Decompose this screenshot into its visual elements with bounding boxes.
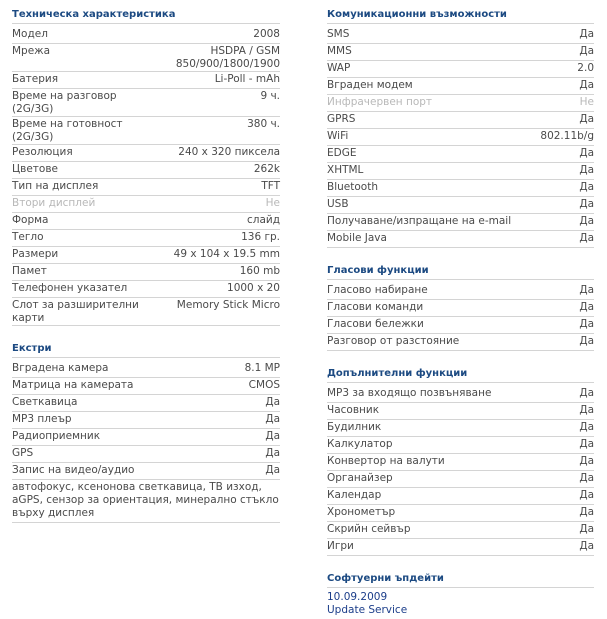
spec-value: Да [579, 301, 594, 313]
spec-value: 2.0 [577, 62, 594, 74]
spec-value: 136 гр. [241, 231, 280, 243]
spec-row [12, 213, 280, 230]
spec-row [327, 78, 594, 95]
spec-label: Тип на дисплея [12, 180, 99, 192]
spec-section [12, 6, 280, 326]
section-title: Гласови функции [327, 262, 594, 280]
spec-label: Календар [327, 489, 382, 501]
spec-row [327, 197, 594, 214]
spec-label: Време на готовност (2G/3G) [12, 118, 123, 143]
spec-row [327, 283, 594, 300]
spec-label: MP3 плеър [12, 413, 72, 425]
spec-row [327, 300, 594, 317]
spec-label: Светкавица [12, 396, 78, 408]
extras-note: автофокус, ксенонова светкавица, ТВ изход, aGPS, сензор за ориентация, минерално стъкло върху дисплея [12, 480, 280, 523]
section-title: Техническа характеристика [12, 6, 280, 24]
spec-label: Инфрачервен порт [327, 96, 433, 108]
spec-value: Да [579, 404, 594, 416]
spec-label: XHTML [327, 164, 364, 176]
spec-section [327, 262, 594, 351]
spec-section [327, 570, 594, 617]
spec-value: Да [579, 45, 594, 57]
spec-label: Матрица на камерата [12, 379, 134, 391]
spec-value: слайд [246, 214, 280, 226]
spec-value: Да [579, 79, 594, 91]
spec-row [12, 72, 280, 89]
spec-row [327, 437, 594, 454]
spec-value: 2008 [253, 28, 280, 40]
left-spec-column [12, 0, 280, 523]
spec-row [12, 145, 280, 162]
section-title: Екстри [12, 340, 280, 358]
spec-value: Да [265, 430, 280, 442]
spec-value: Да [579, 523, 594, 535]
spec-label: Размери [12, 248, 59, 260]
spec-row [327, 163, 594, 180]
spec-row [327, 129, 594, 146]
spec-value: Да [579, 387, 594, 399]
spec-row [327, 420, 594, 437]
spec-label: WAP [327, 62, 351, 74]
spec-label: USB [327, 198, 349, 210]
spec-label: WiFi [327, 130, 349, 142]
spec-value: 802.11b/g [540, 130, 594, 142]
spec-value: Да [579, 318, 594, 330]
spec-row [12, 463, 280, 480]
spec-value: HSDPA / GSM 850/900/1800/1900 [175, 45, 280, 70]
spec-label: Модел [12, 28, 48, 40]
spec-label: MMS [327, 45, 352, 57]
spec-row [327, 231, 594, 248]
spec-row [327, 214, 594, 231]
spec-value: Memory Stick Micro [176, 299, 280, 311]
spec-label: GPRS [327, 113, 356, 125]
spec-value: Да [579, 472, 594, 484]
spec-row [12, 298, 280, 326]
spec-value: 8.1 MP [244, 362, 280, 374]
spec-label: Гласови команди [327, 301, 424, 313]
spec-row [12, 117, 280, 145]
spec-value: Да [579, 455, 594, 467]
spec-value: Да [265, 413, 280, 425]
spec-label: Резолюция [12, 146, 73, 158]
spec-value: 49 x 104 x 19.5 mm [173, 248, 280, 260]
spec-value: Да [265, 447, 280, 459]
spec-value: Да [579, 489, 594, 501]
spec-row [12, 281, 280, 298]
spec-label: Мрежа [12, 45, 51, 57]
spec-section [327, 6, 594, 248]
update-date: 10.09.2009 [327, 591, 388, 603]
spec-row [327, 317, 594, 334]
spec-row [12, 395, 280, 412]
spec-value: Да [579, 421, 594, 433]
spec-label: GPS [12, 447, 34, 459]
spec-label: Гласови бележки [327, 318, 424, 330]
spec-row [12, 27, 280, 44]
spec-row [12, 89, 280, 117]
spec-row [12, 179, 280, 196]
spec-value: Да [579, 181, 594, 193]
spec-row [12, 412, 280, 429]
spec-label: EDGE [327, 147, 357, 159]
spec-label: Тегло [12, 231, 44, 243]
spec-row [327, 334, 594, 351]
spec-section [12, 340, 280, 523]
spec-value: 240 x 320 пиксела [178, 146, 280, 158]
spec-row [327, 403, 594, 420]
spec-value: Не [265, 197, 280, 209]
spec-label: Конвертор на валути [327, 455, 445, 467]
spec-label: Радиоприемник [12, 430, 101, 442]
spec-label: Батерия [12, 73, 59, 85]
spec-value: Да [579, 28, 594, 40]
spec-row [12, 162, 280, 179]
spec-value: Да [579, 147, 594, 159]
spec-value: TFT [261, 180, 280, 192]
spec-value: 380 ч. [247, 118, 280, 130]
spec-label: Цветове [12, 163, 58, 175]
spec-value: Не [579, 96, 594, 108]
spec-row [327, 180, 594, 197]
spec-label: Bluetooth [327, 181, 378, 193]
spec-value: Да [579, 540, 594, 552]
spec-label: Хронометър [327, 506, 396, 518]
spec-row [12, 378, 280, 395]
spec-row [327, 539, 594, 556]
spec-row [12, 264, 280, 281]
spec-label: Запис на видео/аудио [12, 464, 135, 476]
spec-value: Li-Poll - mAh [214, 73, 280, 85]
spec-label: Форма [12, 214, 49, 226]
spec-label: Втори дисплей [12, 197, 96, 209]
spec-value: 262k [253, 163, 280, 175]
right-spec-column [327, 0, 594, 617]
spec-value: Да [579, 164, 594, 176]
spec-label: Скрийн сейвър [327, 523, 411, 535]
spec-label: Получаване/изпращане на e-mail [327, 215, 512, 227]
spec-value: Да [579, 284, 594, 296]
spec-label: Игри [327, 540, 354, 552]
spec-label: Време на разговор (2G/3G) [12, 90, 117, 115]
section-title: Софтуерни ъпдейти [327, 570, 594, 588]
spec-label: Вградена камера [12, 362, 109, 374]
spec-row [327, 44, 594, 61]
spec-value: Да [579, 215, 594, 227]
spec-row [12, 247, 280, 264]
spec-row [327, 61, 594, 78]
spec-row [327, 522, 594, 539]
spec-label: MP3 за входящо позвъняване [327, 387, 492, 399]
spec-row [327, 146, 594, 163]
spec-label: Гласово набиране [327, 284, 428, 296]
spec-value: Да [265, 464, 280, 476]
section-title: Допълнителни функции [327, 365, 594, 383]
update-service[interactable]: Update Service [327, 604, 408, 616]
spec-value: CMOS [248, 379, 280, 391]
spec-label: Часовник [327, 404, 380, 416]
spec-label: Вграден модем [327, 79, 413, 91]
spec-row [327, 386, 594, 403]
spec-value: Да [579, 506, 594, 518]
spec-value: Да [579, 232, 594, 244]
spec-label: Слот за разширителни карти [12, 299, 139, 324]
spec-row [327, 488, 594, 505]
spec-row [12, 44, 280, 72]
spec-row [12, 446, 280, 463]
spec-row [327, 112, 594, 129]
spec-row [12, 230, 280, 247]
spec-row [12, 429, 280, 446]
spec-label: Памет [12, 265, 47, 277]
spec-section [327, 365, 594, 556]
spec-value: Да [579, 198, 594, 210]
spec-row [12, 196, 280, 213]
section-title: Комуникационни възможности [327, 6, 594, 24]
spec-value: 160 mb [239, 265, 280, 277]
spec-label: Калкулатор [327, 438, 393, 450]
spec-label: Органайзер [327, 472, 393, 484]
spec-label: Mobile Java [327, 232, 387, 244]
spec-row [327, 471, 594, 488]
spec-row [12, 361, 280, 378]
spec-label: Разговор от разстояние [327, 335, 460, 347]
spec-value: Да [579, 335, 594, 347]
spec-row [327, 454, 594, 471]
spec-label: Будилник [327, 421, 382, 433]
spec-value: Да [579, 438, 594, 450]
spec-value: 1000 x 20 [227, 282, 280, 294]
spec-row [327, 505, 594, 522]
spec-label: Телефонен указател [12, 282, 128, 294]
spec-row [327, 27, 594, 44]
spec-value: 9 ч. [260, 90, 280, 102]
spec-row [327, 95, 594, 112]
spec-value: Да [579, 113, 594, 125]
spec-value: Да [265, 396, 280, 408]
spec-label: SMS [327, 28, 350, 40]
